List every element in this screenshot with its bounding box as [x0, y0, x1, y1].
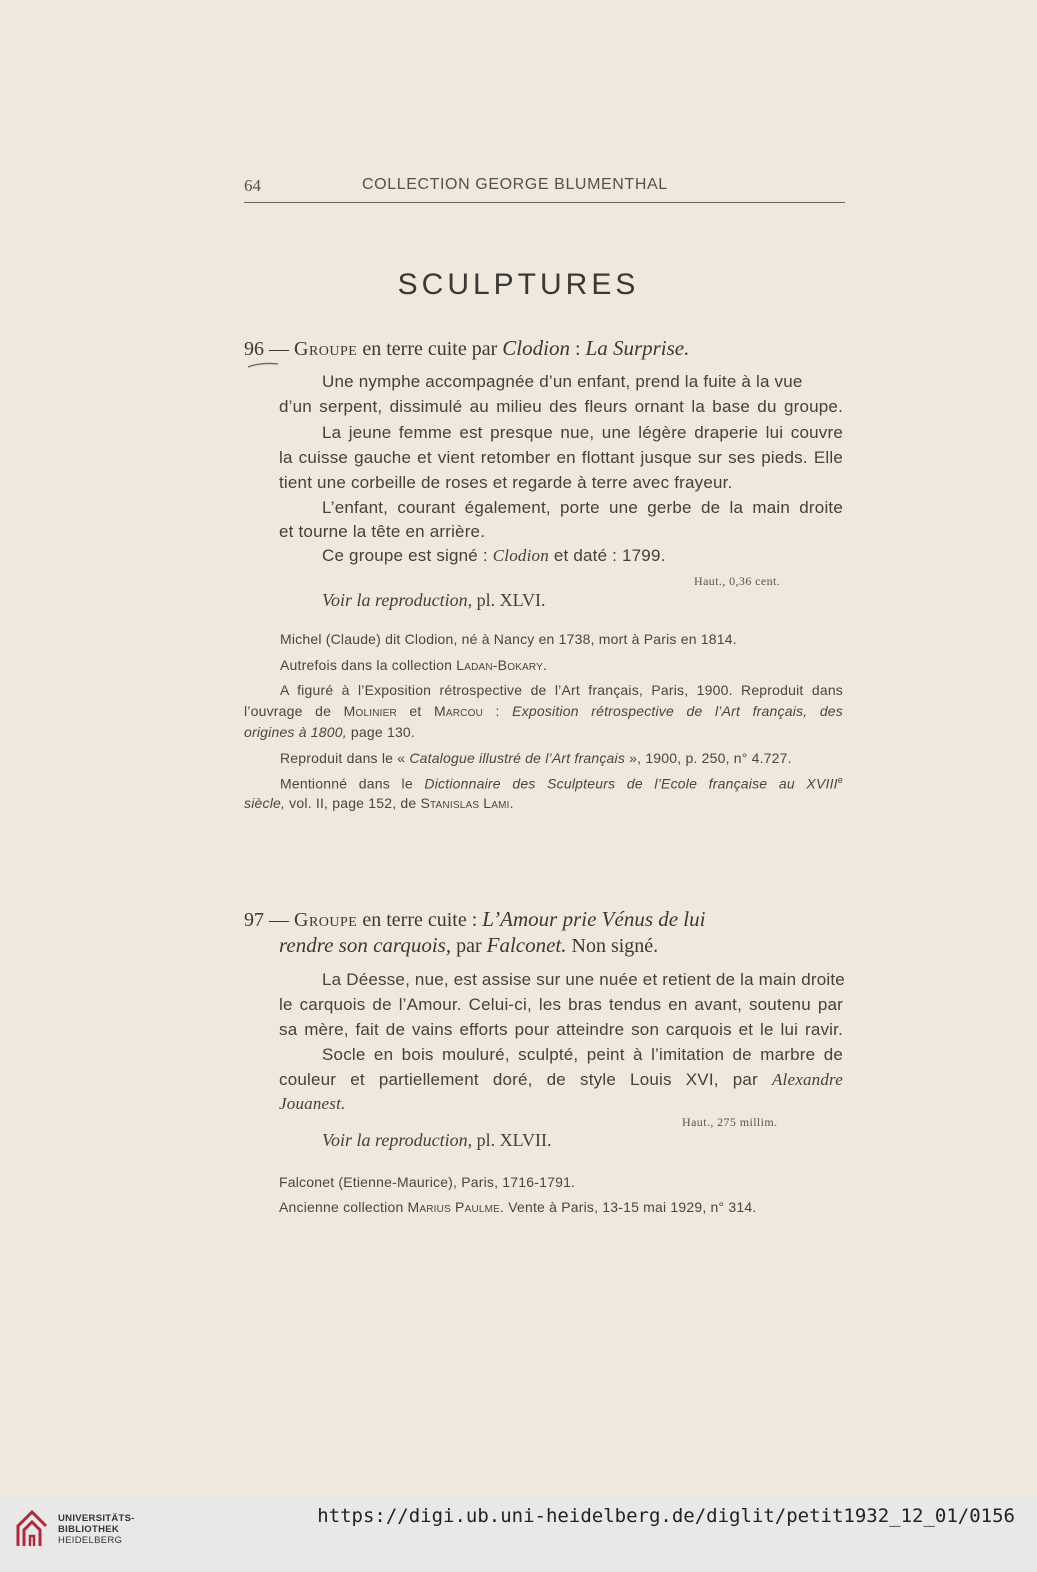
- entry-96-desc-line: tient une corbeille de roses et regarde à terre avec frayeur.: [279, 473, 733, 492]
- entry-96-work: La Surprise.: [585, 336, 690, 360]
- pencil-mark: [246, 358, 280, 370]
- entry-96-desc-line: Une nymphe accompagnée d’un enfant, prend la fuite à la vue: [322, 372, 803, 391]
- entry-96-reproduction-note: Reproduit dans le « Catalogue illustré de l’Art français », 1900, p. 250, n° 4.727.: [280, 750, 792, 766]
- entry-96-kind: Groupe: [294, 338, 358, 360]
- entry-96-artist: Clodion: [502, 336, 570, 360]
- entry-96-desc-line: d’un serpent, dissimulé au milieu des fleurs ornant la base du groupe.: [279, 397, 843, 416]
- permalink-url[interactable]: https://digi.ub.uni-heidelberg.de/diglit/petit1932_12_01/0156: [317, 1505, 1015, 1527]
- entry-97-kind: Groupe: [294, 909, 358, 931]
- entry-97-desc-line: le carquois de l’Amour. Celui-ci, les bras tendus en avant, soutenu par: [279, 995, 843, 1014]
- entry-97-desc-line: La Déesse, nue, est assise sur une nuée et retient de la main droite: [322, 970, 845, 989]
- entry-97-desc-line: sa mère, fait de vains efforts pour atteindre son carquois et le lui ravir.: [279, 1020, 843, 1039]
- entry-96-bio: Michel (Claude) dit Clodion, né à Nancy en 1738, mort à Paris en 1814.: [280, 631, 737, 647]
- running-title: COLLECTION GEORGE BLUMENTHAL: [362, 176, 668, 193]
- entry-97-provenance: Ancienne collection Marius Paulme. Vente à Paris, 13-15 mai 1929, n° 314.: [279, 1199, 757, 1215]
- entry-96-signature-name: Clodion: [492, 546, 549, 565]
- entry-97-desc-line: Jouanest.: [279, 1094, 346, 1113]
- entry-97-work: L’Amour prie Vénus de lui: [482, 907, 706, 931]
- entry-96-reproduction-ref: Voir la reproduction, pl. XLVI.: [322, 590, 546, 610]
- entry-97-desc-line: Socle en bois mouluré, sculpté, peint à l’imitation de marbre de: [322, 1045, 843, 1064]
- entry-96-mention-line: siècle, vol. II, page 152, de Stanislas Lami.: [244, 795, 514, 811]
- entry-96-height: Haut., 0,36 cent.: [694, 574, 781, 588]
- entry-97-reproduction-ref: Voir la reproduction, pl. XLVII.: [322, 1130, 552, 1150]
- entry-97-bio: Falconet (Etienne-Maurice), Paris, 1716-1791.: [279, 1174, 576, 1190]
- library-name: UNIVERSITÄTS- BIBLIOTHEK HEIDELBERG: [58, 1513, 135, 1546]
- library-logo-icon: [14, 1506, 50, 1550]
- entry-97-desc-line: couleur et partiellement doré, de style Louis XVI, par Alexandre: [279, 1070, 843, 1089]
- entry-97-title-cont: rendre son carquois, par Falconet. Non signé.: [279, 933, 659, 957]
- entry-96-signature-line: Ce groupe est signé : Clodion et daté : 1799.: [322, 546, 666, 565]
- entry-97-height: Haut., 275 millim.: [682, 1115, 778, 1129]
- header-rule: [244, 202, 845, 203]
- entry-96-provenance: Autrefois dans la collection Ladan-Bokary.: [280, 657, 548, 673]
- page-number: 64: [244, 176, 261, 195]
- entry-96-exhibition-line: A figuré à l’Exposition rétrospective de l’Art français, Paris, 1900. Reproduit dans: [280, 682, 843, 698]
- entry-96-number: 96: [244, 338, 264, 360]
- entry-96-mention-line: Mentionné dans le Dictionnaire des Sculpteurs de l’Ecole française au XVIIIe: [280, 775, 843, 792]
- entry-96-desc-line: et tourne la tête en arrière.: [279, 522, 486, 541]
- entry-96-title: 96 — Groupe en terre cuite par Clodion : La Surprise.: [244, 336, 690, 360]
- entry-97-title: 97 — Groupe en terre cuite : L’Amour prie Vénus de lui: [244, 907, 706, 931]
- entry-96-desc-line: la cuisse gauche et vient retomber en flottant jusque sur ses pieds. Elle: [279, 448, 843, 467]
- entry-96-exhibition-line: origines à 1800, page 130.: [244, 724, 415, 740]
- entry-96-desc-line: L’enfant, courant également, porte une gerbe de la main droite: [322, 498, 843, 517]
- entry-96-exhibition-line: l’ouvrage de Molinier et Marcou : Exposition rétrospective de l’Art français, des: [244, 703, 843, 719]
- section-title: SCULPTURES: [397, 268, 640, 301]
- entry-96-desc-line: La jeune femme est presque nue, une légère draperie lui couvre: [322, 423, 843, 442]
- entry-97-number: 97: [244, 909, 264, 931]
- entry-97-artist: Falconet.: [486, 933, 567, 957]
